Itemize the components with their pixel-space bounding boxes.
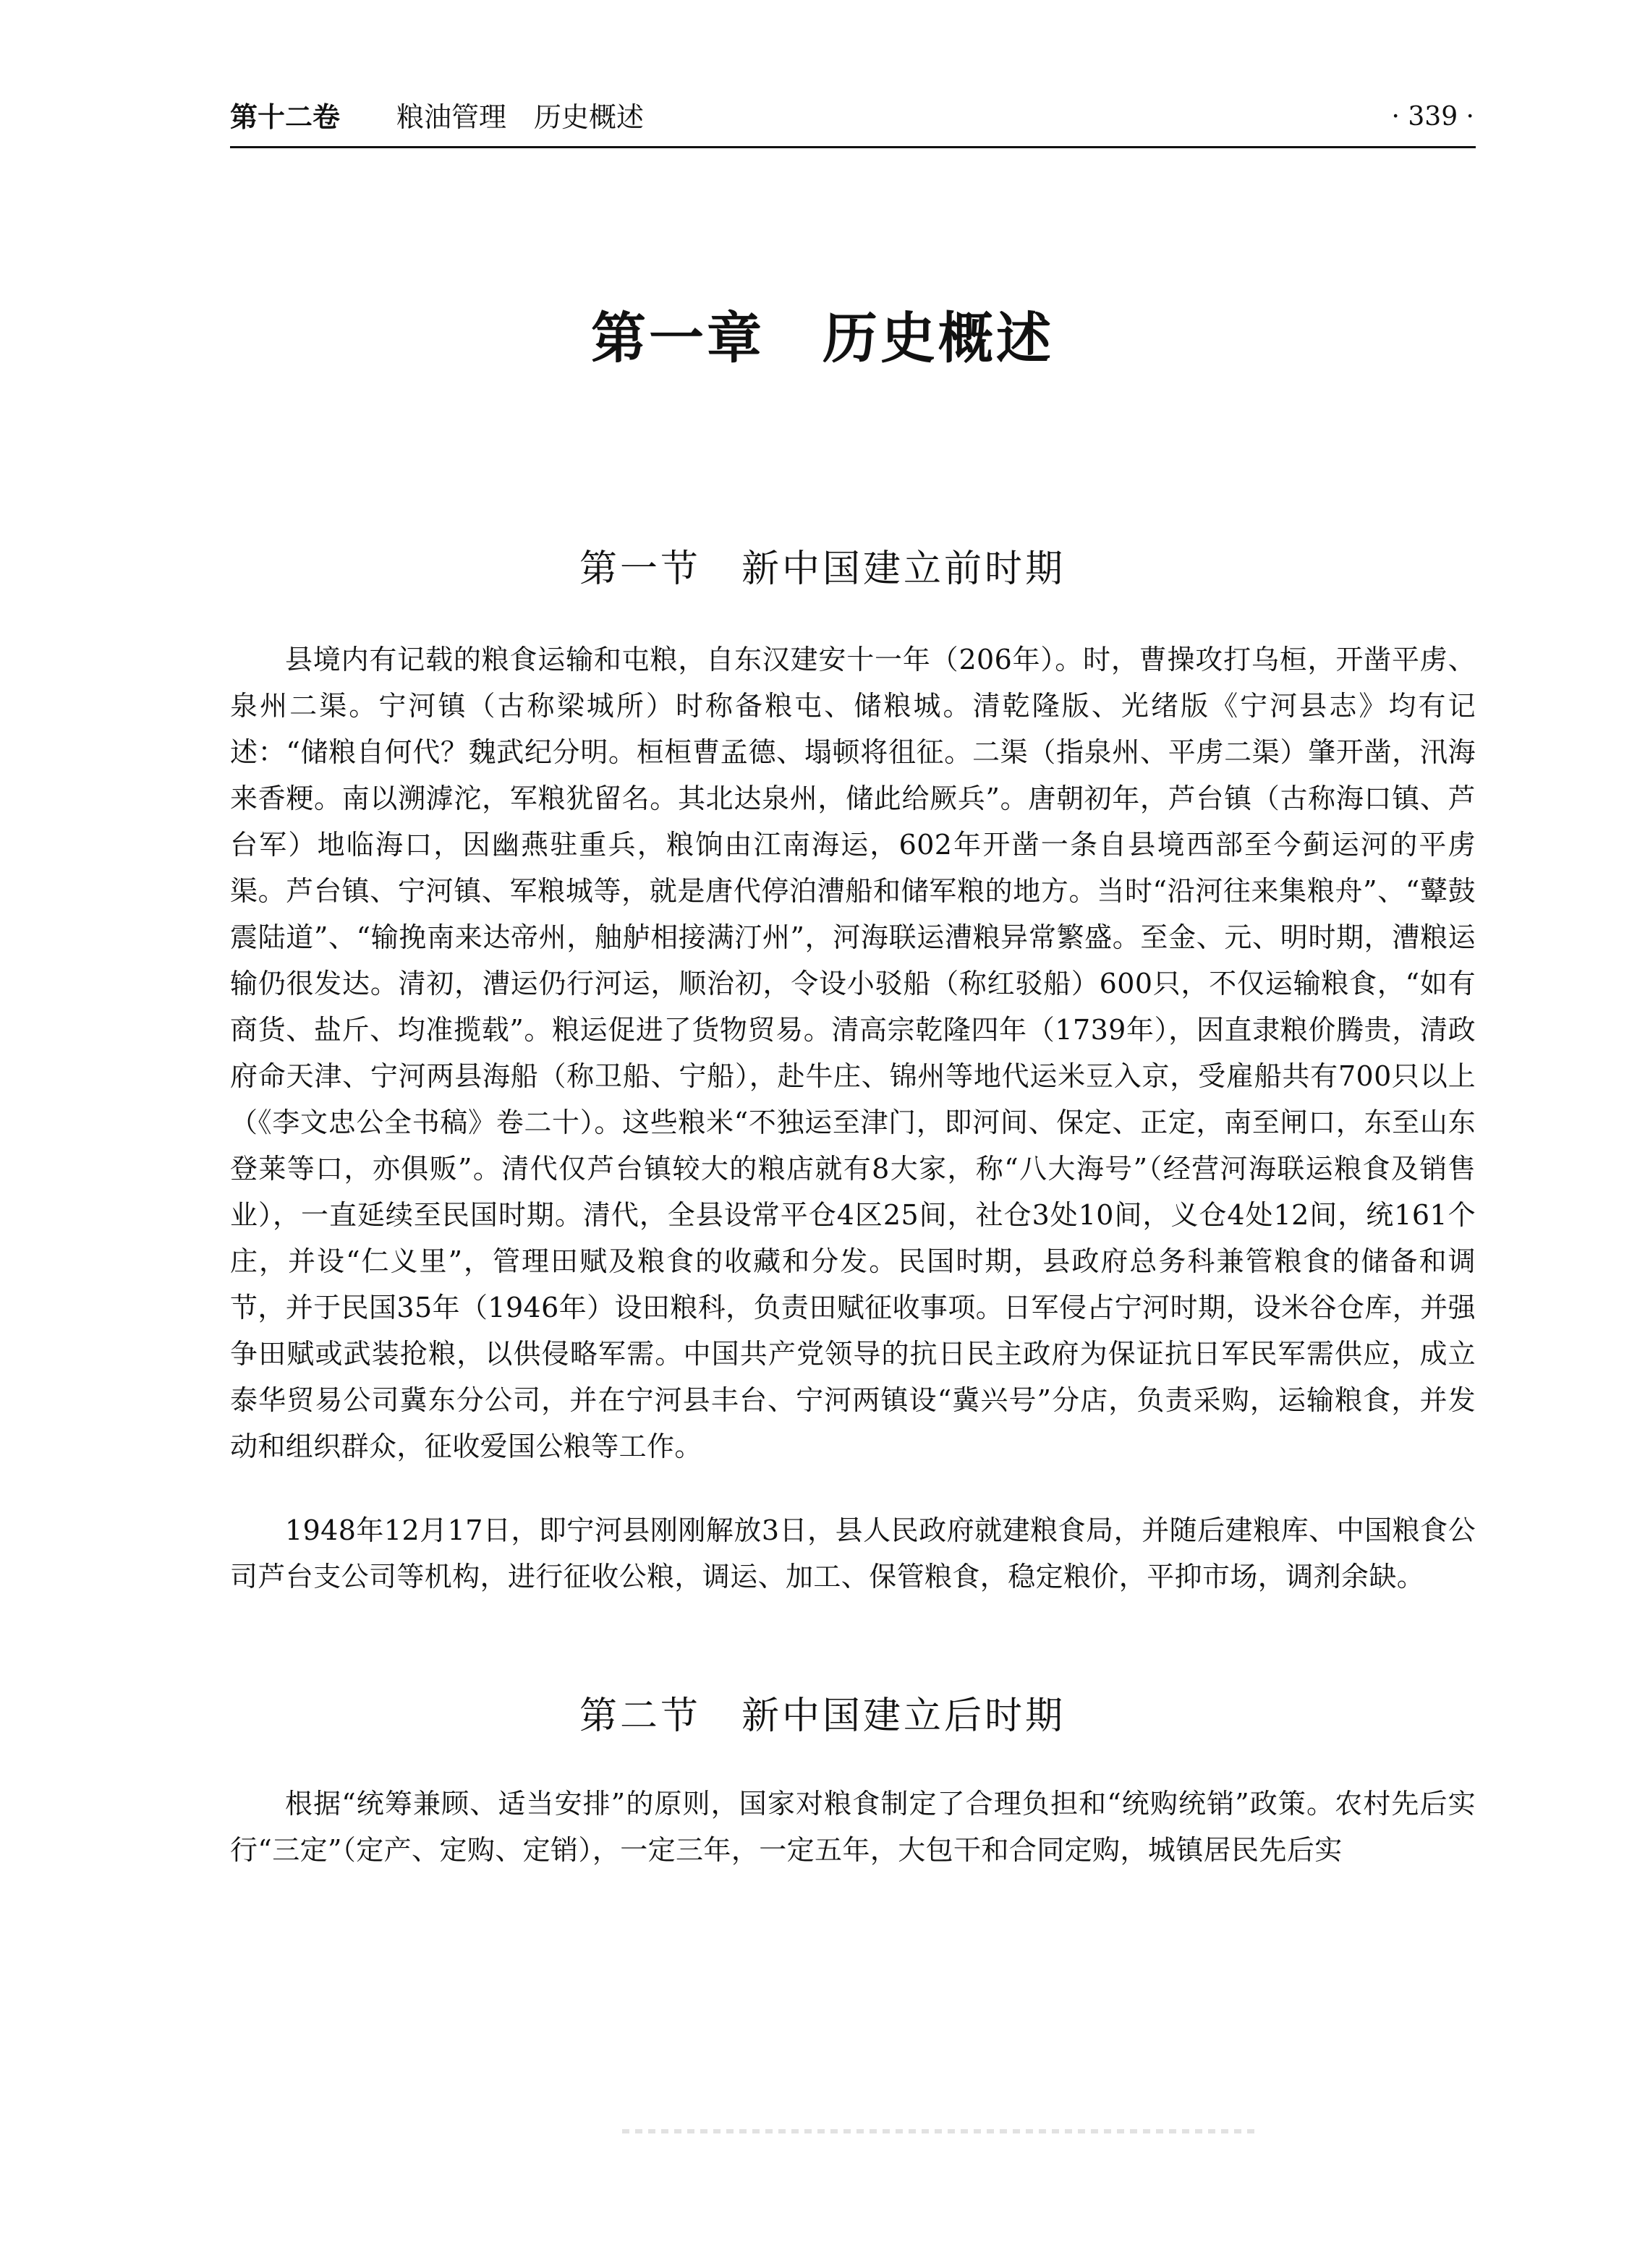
paragraph: 县境内有记载的粮食运输和屯粮，自东汉建安十一年（206年）。时，曹操攻打乌桓，开凿平虏、泉州二渠。宁河镇（古称梁城所）时称备粮屯、储粮城。清乾隆版、光绪版《宁河县志》均有记述：“储粮自何代？魏武纪分明。桓桓曹孟德、塌顿将徂征。二渠（指泉州、平虏二渠）肇开凿，汛海来香粳。南以溯滹沱，军粮犹留名。其北达泉州，储此给厥兵”。唐朝初年，芦台镇（古称海口镇、芦台军）地临海口，因幽燕驻重兵，粮饷由江南海运，602年开凿一条自县境西部至今蓟运河的平虏渠。芦台镇、宁河镇、军粮城等，就是唐代停泊漕船和储军粮的地方。当时“沿河往来集粮舟”、“鼙鼓震陆道”、“输挽南来达帝州，舳舻相接满汀州”，河海联运漕粮异常繁盛。至金、元、明时期，漕粮运输仍很发达。清初，漕运仍行河运，顺治初，令设小驳船（称红驳船）600只，不仅运输粮食，“如有商货、盐斤、均准揽载”。粮运促进了货物贸易。清高宗乾隆四年（1739年），因直隶粮价腾贵，清政府命天津、宁河两县海船（称卫船、宁船），赴牛庄、锦州等地代运米豆入京，受雇船共有700只以上（《李文忠公全书稿》卷二十）。这些粮米“不独运至津门，即河间、保定、正定，南至闸口，东至山东登莱等口，亦俱贩”。清代仅芦台镇较大的粮店就有8大家，称“八大海号”（经营河海联运粮食及销售业），一直延续至民国时期。清代，全县设常平仓4区25间，社仓3处10间，义仓4处12间，统161个庄，并设“仁义里”，管理田赋及粮食的收藏和分发。民国时期，县政府总务科兼管粮食的储备和调节，并于民国35年（1946年）设田粮科，负责田赋征收事项。日军侵占宁河时期，设米谷仓库，并强争田赋或武装抢粮，以供侵略军需。中国共产党领导的抗日民主政府为保证抗日军民军需供应，成立泰华贸易公司冀东分公司，并在宁河县丰台、宁河两镇设“冀兴号”分店，负责采购，运输粮食，并发动和组织群众，征收爱国公粮等工作。 (230, 644, 1476, 1462)
header-rule (230, 146, 1476, 148)
page-number: · 339 · (1391, 102, 1474, 132)
paragraph: 根据“统筹兼顾、适当安排”的原则，国家对粮食制定了合理负担和“统购统销”政策。农村先后实行“三定”（定产、定购、定销），一定三年，一定五年，大包干和合同定购，城镇居民先后实 (230, 1788, 1476, 1866)
scan-artifact (622, 2129, 1259, 2133)
header-volume: 第十二卷 (230, 101, 341, 133)
header-section: 粮油管理 历史概述 (396, 101, 645, 133)
section-title-2: 第二节 新中国建立后时期 (579, 1694, 1066, 1738)
section-title-1: 第一节 新中国建立前时期 (579, 547, 1066, 591)
paragraph: 1948年12月17日，即宁河县刚刚解放3日，县人民政府就建粮食局，并随后建粮库、中国粮食公司芦台支公司等机构，进行征收公粮，调运、加工、保管粮食，稳定粮价，平抑市场，调剂余缺。 (230, 1514, 1476, 1593)
chapter-title: 第一章 历史概述 (591, 306, 1054, 370)
running-header (230, 100, 1474, 143)
